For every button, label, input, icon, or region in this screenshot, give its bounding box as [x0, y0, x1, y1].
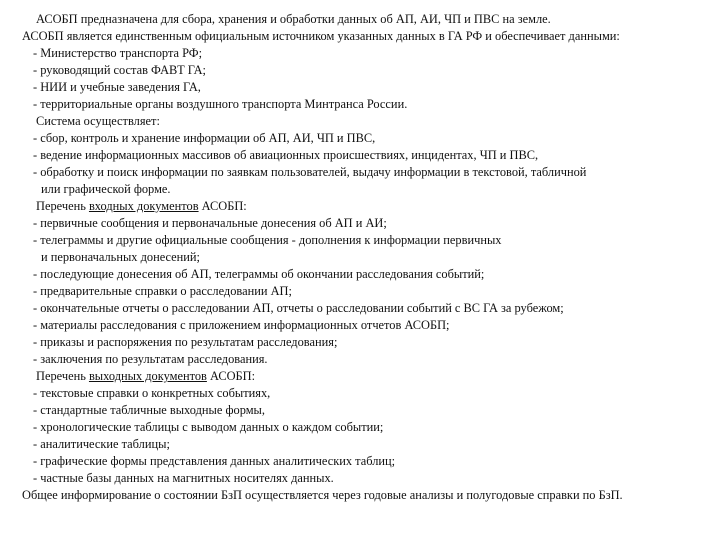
list-item: - стандартные табличные выходные формы, — [33, 403, 265, 417]
heading-prefix: Перечень — [36, 199, 89, 213]
section-heading — [0, 368, 720, 385]
list-item: - приказы и распоряжения по результатам расследования; — [33, 335, 338, 349]
heading-suffix: АСОБП: — [198, 199, 247, 213]
list-item: - первичные сообщения и первоначальные донесения об АП и АИ; — [33, 216, 387, 230]
list-item: - хронологические таблицы с выводом данных о каждом событии; — [33, 420, 384, 434]
list-item: - НИИ и учебные заведения ГА, — [33, 80, 201, 94]
closing-paragraph: Общее информирование о состоянии БзП осуществляется через годовые анализы и полугодовые справки по БзП. — [22, 488, 623, 502]
heading-prefix: Перечень — [36, 369, 89, 383]
list-item: - аналитические таблицы; — [33, 437, 170, 451]
list-item-continuation: и первоначальных донесений; — [41, 250, 200, 264]
list-item: - сбор, контроль и хранение информации об АП, АИ, ЧП и ПВС, — [33, 131, 376, 145]
list-item: - территориальные органы воздушного транспорта Минтранса России. — [33, 97, 408, 111]
list-item: - последующие донесения об АП, телеграммы об окончании расследования событий; — [33, 267, 485, 281]
list-item: - частные базы данных на магнитных носителях данных. — [33, 471, 334, 485]
list-item: - окончательные отчеты о расследовании АП, отчеты о расследовании событий с ВС ГА за рубежом; — [33, 301, 564, 315]
section-heading — [0, 198, 720, 215]
list-item: - заключения по результатам расследования. — [33, 352, 268, 366]
list-item-continuation: или графической форме. — [41, 182, 171, 196]
heading-underlined: выходных документов — [88, 369, 207, 383]
list-item: - предварительные справки о расследовании АП; — [33, 284, 292, 298]
list-item: - телеграммы и другие официальные сообщения - дополнения к информации первичных — [33, 233, 502, 247]
list-item: - Министерство транспорта РФ; — [33, 46, 203, 60]
list-item: - текстовые справки о конкретных событиях, — [33, 386, 271, 400]
heading-suffix: АСОБП: — [206, 369, 256, 383]
section-heading: Система осуществляет: — [36, 114, 160, 128]
intro-paragraph: АСОБП предназначена для сбора, хранения и обработки данных об АП, АИ, ЧП и ПВС на земле. — [36, 12, 551, 26]
list-item: - материалы расследования с приложением информационных отчетов АСОБП; — [33, 318, 450, 332]
list-item: - руководящий состав ФАВТ ГА; — [33, 63, 206, 77]
list-item: - графические формы представления данных аналитических таблиц; — [33, 454, 396, 468]
list-item: - ведение информационных массивов об авиационных происшествиях, инцидентах, ЧП и ПВС, — [33, 148, 539, 162]
document-text — [0, 11, 720, 504]
list-item: - обработку и поиск информации по заявкам пользователей, выдачу информации в текстовой, табличной — [33, 165, 587, 179]
source-paragraph: АСОБП является единственным официальным источником указанных данных в ГА РФ и обеспечивает данными: — [22, 29, 620, 43]
heading-underlined: входных документов — [88, 199, 199, 213]
